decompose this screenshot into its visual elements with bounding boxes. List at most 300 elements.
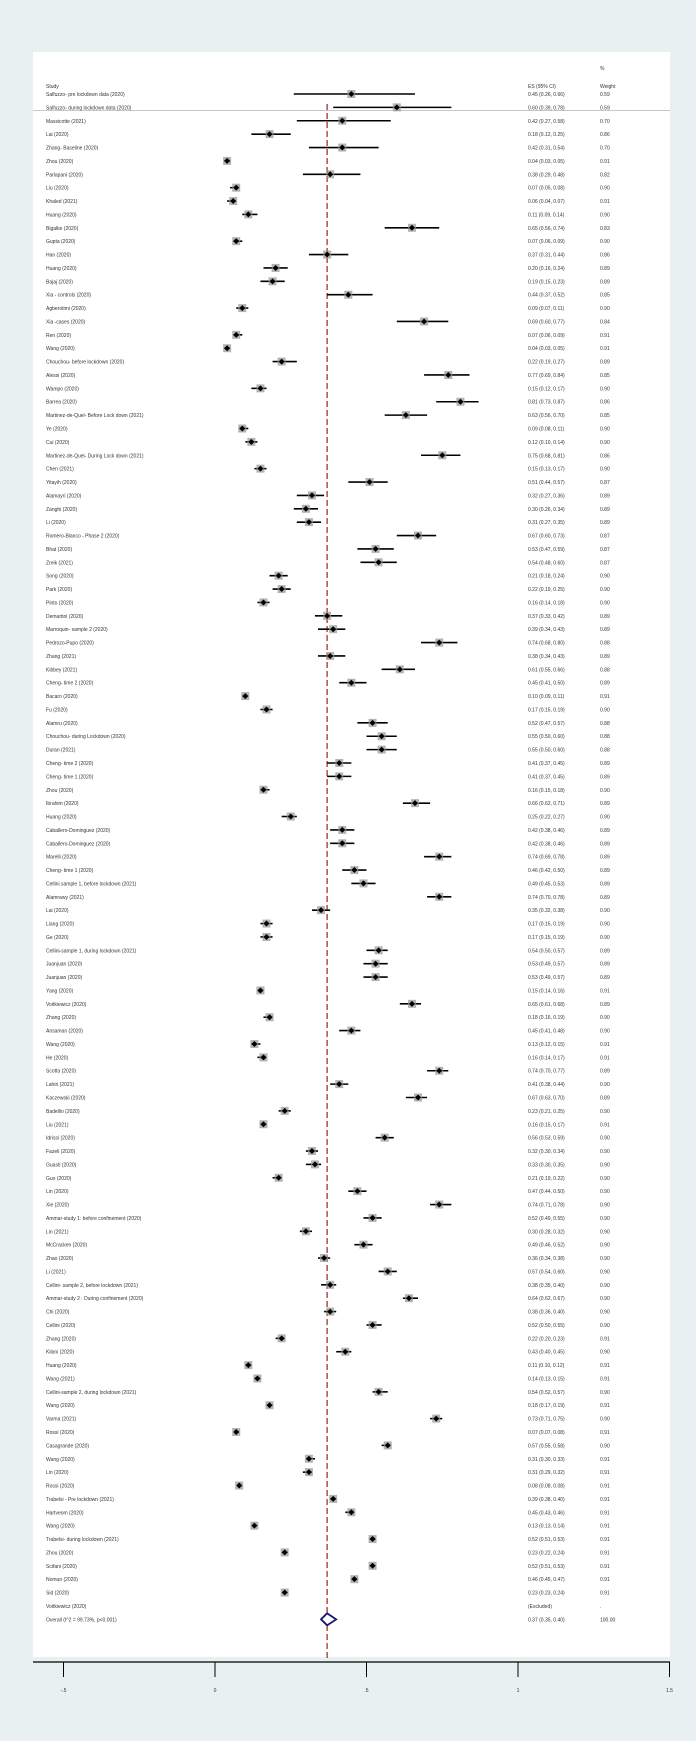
study-label: Cheng- time 2 (2020) (46, 680, 94, 687)
study-es: 0.42 (0.38, 0.46) (528, 827, 565, 834)
overall-diamond-icon (321, 1613, 336, 1625)
study-weight: 0.89 (600, 680, 610, 687)
study-es: 0.36 (0.34, 0.38) (528, 1256, 565, 1263)
study-label: Li (2021) (46, 1269, 66, 1276)
study-label: Hartveom (2020) (46, 1510, 84, 1517)
study-label: Liu (2021) (46, 1122, 69, 1129)
study-es: 0.81 (0.73, 0.87) (528, 399, 565, 406)
study-weight: 0.86 (600, 252, 610, 259)
study-weight: 0.91 (600, 1550, 610, 1557)
study-label: Song (2020) (46, 573, 74, 580)
study-label: Cellini sample 1, before lockdown (2021) (46, 881, 137, 888)
study-es: 0.23 (0.23, 0.24) (528, 1590, 565, 1597)
study-label: Li (2020) (46, 520, 66, 527)
study-weight: 0.90 (600, 1028, 610, 1035)
study-weight: 0.90 (600, 1296, 610, 1303)
study-label: Bajaj (2020) (46, 279, 73, 286)
overall-weight: 100.00 (600, 1617, 616, 1624)
study-es: 0.45 (0.41, 0.48) (528, 1028, 565, 1035)
study-label: Cellini-sample 2, during lockdown (2021) (46, 1389, 137, 1396)
study-label: Trabelsi - Pre lockdown (2021) (46, 1496, 114, 1503)
study-label: Zhang- Baseline (2020) (46, 145, 99, 152)
study-es: 0.74 (0.71, 0.78) (528, 1202, 565, 1209)
study-es: 0.04 (0.03, 0.05) (528, 158, 565, 165)
study-weight: 0.89 (600, 881, 610, 888)
study-weight: 0.91 (600, 1470, 610, 1477)
study-label: Xia -cases (2020) (46, 319, 86, 326)
study-es: 0.38 (0.29, 0.48) (528, 172, 565, 179)
study-label: Trabelsi- during lockdown (2021) (46, 1537, 119, 1544)
study-es: 0.31 (0.29, 0.32) (528, 1470, 565, 1477)
study-weight: 0.89 (600, 1001, 610, 1008)
study-label: Huang (2020) (46, 212, 77, 219)
study-weight: 0.89 (600, 841, 610, 848)
study-es: 0.45 (0.41, 0.50) (528, 680, 565, 687)
study-label: Ammar-study 2 : During confinement (2020) (46, 1296, 144, 1303)
study-weight: 0.91 (600, 158, 610, 165)
study-es: 0.20 (0.16, 0.24) (528, 265, 565, 272)
study-weight: 0.87 (600, 560, 610, 567)
study-es: 0.32 (0.30, 0.34) (528, 1149, 565, 1156)
study-es: 0.17 (0.15, 0.19) (528, 707, 565, 714)
study-weight: 0.85 (600, 372, 610, 379)
study-label: Alamrawy (2021) (46, 894, 84, 901)
study-weight: 0.86 (600, 399, 610, 406)
study-label: Salfuzzo- during lockdown data (2020) (46, 105, 132, 112)
study-es: 0.45 (0.26, 0.66) (528, 92, 565, 98)
study-es: 0.46 (0.42, 0.50) (528, 868, 565, 875)
study-label: McCracken (2020) (46, 1242, 88, 1249)
study-label: Kilani (2020) (46, 1349, 75, 1356)
study-label: Romero-Blanco - Phase 2 (2020) (46, 533, 120, 540)
study-es: 0.57 (0.55, 0.58) (528, 1443, 565, 1450)
study-label: Scifani (2020) (46, 1563, 77, 1570)
study-weight: 0.90 (600, 1215, 610, 1222)
study-label: Zreik (2021) (46, 560, 73, 567)
study-es: 0.17 (0.15, 0.19) (528, 921, 565, 928)
study-weight: 0.89 (600, 894, 610, 901)
study-label: Alamayri (2020) (46, 493, 82, 500)
study-label: Ibrahim (2020) (46, 801, 79, 808)
study-label: Zhou (2020) (46, 787, 74, 794)
study-es: 0.57 (0.54, 0.60) (528, 1269, 565, 1276)
study-weight: 0.86 (600, 132, 610, 139)
study-es: 0.55 (0.50, 0.60) (528, 747, 565, 754)
study-es: 0.74 (0.68, 0.80) (528, 640, 565, 647)
study-es: 0.30 (0.28, 0.32) (528, 1229, 565, 1236)
study-es: 0.44 (0.37, 0.52) (528, 292, 565, 299)
study-es: 0.15 (0.13, 0.17) (528, 466, 565, 473)
study-label: Bigalke (2020) (46, 225, 79, 232)
x-axis-tick-label: 1 (516, 1688, 520, 1694)
study-es: 0.66 (0.62, 0.71) (528, 801, 565, 808)
x-axis-tick-label: 1.5 (666, 1688, 673, 1694)
study-es: 0.53 (0.47, 0.59) (528, 546, 565, 553)
study-es: 0.37 (0.31, 0.44) (528, 252, 565, 259)
study-label: Cui (2020) (46, 439, 70, 446)
study-es: 0.19 (0.15, 0.23) (528, 279, 565, 286)
x-axis-tick-label: -.5 (60, 1688, 67, 1694)
study-weight: 0.89 (600, 493, 610, 500)
study-es: 0.12 (0.10, 0.14) (528, 439, 565, 446)
study-weight: 0.83 (600, 225, 610, 232)
study-weight: 0.91 (600, 199, 610, 206)
study-weight: 0.90 (600, 1082, 610, 1089)
study-es: 0.31 (0.27, 0.35) (528, 520, 565, 527)
study-weight: 0.89 (600, 868, 610, 875)
study-label: Chouchou- before lockdown (2020) (46, 359, 125, 366)
study-label: Cellini-sample 1, during lockdown (2021) (46, 948, 137, 955)
study-es: 0.65 (0.61, 0.68) (528, 1001, 565, 1008)
study-es: 0.07 (0.06, 0.09) (528, 332, 565, 339)
study-label: Sid (2020) (46, 1590, 70, 1597)
study-es: 0.14 (0.13, 0.15) (528, 1376, 565, 1383)
study-label: Gupta (2020) (46, 239, 76, 246)
study-weight: 0.91 (600, 1336, 610, 1343)
study-label: Huang (2020) (46, 265, 77, 272)
study-es: 0.07 (0.07, 0.08) (528, 1430, 565, 1436)
study-weight: 0.90 (600, 1282, 610, 1289)
study-es: 0.16 (0.15, 0.17) (528, 1122, 565, 1129)
study-weight: 0.87 (600, 480, 610, 487)
study-weight: 0.91 (600, 1483, 610, 1490)
study-weight: 0.91 (600, 1122, 610, 1129)
study-weight: . (600, 1603, 602, 1610)
study-weight: 0.90 (600, 1108, 610, 1115)
study-label: Nomun (2020) (46, 1577, 78, 1584)
study-weight: 0.89 (600, 774, 610, 781)
study-label: Huang (2020) (46, 1363, 77, 1370)
study-label: Bhat (2020) (46, 546, 73, 553)
study-label: Kibbey (2021) (46, 667, 78, 674)
study-weight: 0.89 (600, 653, 610, 660)
study-label: Pedrozo-Pupo (2020) (46, 640, 94, 647)
x-axis-tick-label: .5 (364, 1688, 369, 1694)
study-es: 0.47 (0.44, 0.50) (528, 1189, 565, 1196)
study-weight: 0.89 (600, 520, 610, 527)
study-weight: 0.90 (600, 1269, 610, 1276)
study-label: Wang (2020) (46, 1041, 75, 1048)
study-es: 0.10 (0.09, 0.11) (528, 694, 565, 701)
study-label: Zhang (2020) (46, 1336, 77, 1343)
study-label: Guo (2020) (46, 1175, 72, 1182)
study-weight: 0.89 (600, 506, 610, 513)
study-label: Fazeli (2020) (46, 1149, 76, 1156)
study-weight: 0.89 (600, 975, 610, 982)
study-label: Xie (2020) (46, 1202, 70, 1209)
study-es: 0.25 (0.22, 0.27) (528, 814, 565, 821)
study-label: Khaled (2021) (46, 199, 78, 206)
study-es: 0.31 (0.30, 0.33) (528, 1456, 565, 1463)
study-es: 0.30 (0.26, 0.34) (528, 506, 565, 513)
study-label: Voitkiewicz (2020) (46, 1001, 87, 1008)
study-weight: 0.90 (600, 600, 610, 607)
study-weight: 0.91 (600, 1041, 610, 1048)
study-weight: 0.85 (600, 413, 610, 420)
study-es: 0.18 (0.16, 0.19) (528, 1015, 565, 1022)
study-weight: 0.90 (600, 1175, 610, 1182)
study-es: 0.39 (0.34, 0.43) (528, 627, 565, 634)
study-es: 0.13 (0.12, 0.15) (528, 1041, 565, 1048)
study-label: Cheng- time 2 (2020) (46, 761, 94, 767)
study-es: 0.74 (0.69, 0.78) (528, 854, 565, 861)
study-weight: 0.59 (600, 105, 610, 112)
study-weight: 0.88 (600, 667, 610, 674)
study-label: Liang (2020) (46, 921, 75, 928)
study-weight: 0.91 (600, 1456, 610, 1463)
study-es: 0.52 (0.51, 0.53) (528, 1563, 565, 1570)
study-weight: 0.90 (600, 1229, 610, 1236)
study-label: Wang (2020) (46, 1523, 75, 1530)
study-es: 0.42 (0.38, 0.46) (528, 841, 565, 848)
study-label: Ren (2020) (46, 332, 72, 339)
study-es: 0.16 (0.14, 0.18) (528, 600, 565, 607)
study-label: Chi (2020) (46, 1309, 70, 1316)
study-weight: 0.89 (600, 761, 610, 767)
study-label: Idrissi (2020) (46, 1135, 75, 1142)
study-label: Zanghi (2020) (46, 506, 78, 513)
study-es: 0.13 (0.13, 0.14) (528, 1523, 565, 1530)
study-es: 0.22 (0.20, 0.23) (528, 1336, 565, 1343)
study-label: Duran (2021) (46, 747, 76, 754)
study-es: (Excluded) (528, 1603, 552, 1610)
study-weight: 0.90 (600, 1322, 610, 1329)
study-es: 0.60 (0.39, 0.78) (528, 105, 565, 112)
study-label: Wang (2020) (46, 346, 75, 353)
study-weight: 0.90 (600, 573, 610, 580)
study-label: Zhou (2020) (46, 1550, 74, 1557)
study-label: Demartini (2020) (46, 613, 84, 620)
study-label: Park (2020) (46, 587, 73, 594)
study-es: 0.08 (0.08, 0.08) (528, 1483, 565, 1490)
study-es: 0.74 (0.70, 0.77) (528, 1068, 565, 1075)
study-weight: 0.90 (600, 426, 610, 433)
study-label: Wang (2021) (46, 1376, 75, 1383)
study-es: 0.52 (0.51, 0.53) (528, 1537, 565, 1544)
study-weight: 0.90 (600, 814, 610, 821)
study-weight: 0.90 (600, 934, 610, 941)
study-weight: 0.90 (600, 587, 610, 594)
study-weight: 0.91 (600, 1055, 610, 1062)
study-label: Wang (2020) (46, 1456, 75, 1463)
study-weight: 0.90 (600, 707, 610, 714)
study-es: 0.49 (0.45, 0.53) (528, 881, 565, 888)
study-es: 0.07 (0.05, 0.08) (528, 185, 565, 192)
study-label: Zhao (2020) (46, 1256, 74, 1263)
study-label: Wampo (2020) (46, 386, 79, 393)
study-weight: 0.84 (600, 319, 610, 326)
study-weight: 0.90 (600, 1202, 610, 1209)
study-es: 0.54 (0.48, 0.60) (528, 560, 565, 567)
study-es: 0.06 (0.04, 0.07) (528, 199, 565, 206)
study-weight: 0.88 (600, 747, 610, 754)
study-es: 0.17 (0.15, 0.19) (528, 934, 565, 941)
study-es: 0.56 (0.53, 0.59) (528, 1135, 565, 1142)
study-es: 0.42 (0.31, 0.54) (528, 145, 565, 152)
study-weight: 0.90 (600, 1162, 610, 1169)
study-es: 0.38 (0.35, 0.40) (528, 1282, 565, 1289)
study-label: Liu (2020) (46, 185, 69, 192)
study-weight: 0.89 (600, 801, 610, 808)
study-es: 0.37 (0.33, 0.42) (528, 613, 565, 620)
study-weight: 0.89 (600, 1095, 610, 1102)
study-weight: 0.90 (600, 185, 610, 192)
study-es: 0.46 (0.45, 0.47) (528, 1577, 565, 1584)
study-es: 0.11 (0.09, 0.14) (528, 212, 565, 219)
study-label: Cellini- sample 2, before lockdown (2021) (46, 1282, 138, 1289)
study-weight: 0.91 (600, 332, 610, 339)
study-weight: 0.86 (600, 453, 610, 460)
study-weight: 0.89 (600, 627, 610, 634)
study-es: 0.16 (0.15, 0.18) (528, 787, 565, 794)
study-weight: 0.89 (600, 613, 610, 620)
study-es: 0.45 (0.43, 0.46) (528, 1510, 565, 1517)
overall-label: Overall (I^2 = 99.73%, p<0.001) (46, 1617, 117, 1624)
study-label: Bacaro (2020) (46, 694, 78, 701)
study-label: Ansaman (2020) (46, 1028, 83, 1035)
study-es: 0.09 (0.08, 0.11) (528, 426, 565, 433)
study-es: 0.53 (0.49, 0.57) (528, 975, 565, 982)
study-es: 0.43 (0.40, 0.45) (528, 1349, 565, 1356)
study-weight: 0.90 (600, 921, 610, 928)
study-label: Lahiri (2021) (46, 1082, 75, 1089)
study-weight: 0.70 (600, 145, 610, 152)
study-es: 0.21 (0.18, 0.24) (528, 573, 565, 580)
study-label: Wang (2020) (46, 1403, 75, 1410)
study-weight: 0.89 (600, 279, 610, 286)
study-label: Lin (2021) (46, 1229, 69, 1236)
study-label: Cheng- time 1 (2020) (46, 868, 94, 875)
study-weight: 0.90 (600, 1389, 610, 1396)
study-weight: 0.89 (600, 948, 610, 955)
study-es: 0.11 (0.10, 0.12) (528, 1363, 565, 1370)
overall-es: 0.37 (0.35, 0.40) (528, 1617, 565, 1624)
study-es: 0.21 (0.19, 0.22) (528, 1175, 565, 1182)
study-es: 0.22 (0.19, 0.27) (528, 359, 565, 366)
study-es: 0.69 (0.60, 0.77) (528, 319, 565, 326)
study-label: Lin (2020) (46, 1470, 69, 1477)
study-label: Fu (2020) (46, 707, 68, 714)
study-label: Yang (2020) (46, 988, 74, 995)
study-weight: 0.88 (600, 720, 610, 727)
study-label: Cheng- time 1 (2020) (46, 774, 94, 781)
study-es: 0.75 (0.68, 0.81) (528, 453, 565, 460)
study-label: Caballero-Dominguez (2020) (46, 827, 111, 834)
study-weight: 0.91 (600, 1496, 610, 1503)
study-label: Barrea (2020) (46, 399, 77, 406)
study-es: 0.23 (0.22, 0.24) (528, 1550, 565, 1557)
study-es: 0.38 (0.36, 0.40) (528, 1309, 565, 1316)
study-es: 0.55 (0.50, 0.60) (528, 734, 565, 741)
study-label: Ge (2020) (46, 934, 69, 941)
study-weight: 0.90 (600, 1443, 610, 1450)
study-es: 0.32 (0.27, 0.36) (528, 493, 565, 500)
study-weight: 0.90 (600, 212, 610, 219)
study-es: 0.33 (0.30, 0.35) (528, 1162, 565, 1169)
study-es: 0.04 (0.03, 0.05) (528, 346, 565, 353)
study-label: Rossi (2020) (46, 1430, 75, 1436)
study-weight: 0.91 (600, 1510, 610, 1517)
study-label: Xia - controls (2020) (46, 292, 92, 299)
study-weight: 0.91 (600, 988, 610, 995)
study-weight: 0.89 (600, 854, 610, 861)
study-es: 0.41 (0.37, 0.45) (528, 774, 565, 781)
study-weight: 0.59 (600, 92, 610, 98)
study-es: 0.16 (0.14, 0.17) (528, 1055, 565, 1062)
study-es: 0.54 (0.50, 0.57) (528, 948, 565, 955)
study-es: 0.77 (0.69, 0.84) (528, 372, 565, 379)
study-label: Yitayih (2020) (46, 480, 77, 487)
study-es: 0.15 (0.12, 0.17) (528, 386, 565, 393)
study-label: Zhang (2021) (46, 653, 77, 660)
study-weight: 0.90 (600, 908, 610, 915)
study-es: 0.64 (0.62, 0.67) (528, 1296, 565, 1303)
study-weight: 0.82 (600, 172, 610, 179)
study-weight: 0.90 (600, 386, 610, 393)
study-es: 0.52 (0.47, 0.57) (528, 720, 565, 727)
study-weight: 0.90 (600, 439, 610, 446)
study-weight: 0.87 (600, 533, 610, 540)
study-weight: 0.91 (600, 1363, 610, 1370)
study-label: Lin (2020) (46, 1189, 69, 1196)
study-weight: 0.88 (600, 640, 610, 647)
study-label: Rossi (2020) (46, 1483, 75, 1490)
study-label: Martinez-de-Quel- Before Lock down (2021) (46, 413, 144, 420)
study-es: 0.67 (0.63, 0.70) (528, 1095, 565, 1102)
study-weight: 0.91 (600, 1430, 610, 1436)
study-label: Alessi (2020) (46, 372, 76, 379)
study-label: Agberotimi (2020) (46, 306, 86, 313)
study-weight: 0.90 (600, 1015, 610, 1022)
study-es: 0.35 (0.32, 0.38) (528, 908, 565, 915)
study-es: 0.65 (0.56, 0.74) (528, 225, 565, 232)
study-es: 0.41 (0.38, 0.44) (528, 1082, 565, 1089)
study-weight: 0.90 (600, 1135, 610, 1142)
study-label: Huang (2020) (46, 814, 77, 821)
study-weight: 0.87 (600, 546, 610, 553)
study-weight: 0.70 (600, 118, 610, 125)
study-label: Lai (2020) (46, 908, 69, 915)
study-weight: 0.88 (600, 734, 610, 741)
study-weight: 0.90 (600, 1309, 610, 1316)
study-weight: 0.91 (600, 1376, 610, 1383)
study-weight: 0.90 (600, 1149, 610, 1156)
study-es: 0.52 (0.50, 0.55) (528, 1322, 565, 1329)
study-label: Martinez-de-Quel- During Lock down (2021) (46, 453, 144, 460)
study-label: He (2020) (46, 1055, 69, 1062)
study-label: Massicotte (2021) (46, 118, 86, 125)
study-es: 0.07 (0.06, 0.09) (528, 239, 565, 246)
study-weight: 0.91 (600, 1403, 610, 1410)
study-label: Kaczewski (2020) (46, 1095, 86, 1102)
study-weight: 0.85 (600, 292, 610, 299)
study-label: Pinto (2020) (46, 600, 74, 607)
study-weight: 0.91 (600, 694, 610, 701)
study-weight: 0.90 (600, 1349, 610, 1356)
study-label: Ye (2020) (46, 426, 68, 433)
study-es: 0.63 (0.56, 0.70) (528, 413, 565, 420)
study-label: Varma (2021) (46, 1416, 77, 1423)
study-es: 0.39 (0.38, 0.40) (528, 1496, 565, 1503)
study-label: Salfuzzo- pre lockdown data (2020) (46, 92, 125, 98)
study-weight: 0.90 (600, 466, 610, 473)
study-weight: 0.91 (600, 1523, 610, 1530)
study-label: Lai (2020) (46, 132, 69, 139)
header-weight-pct: % (600, 66, 605, 72)
study-es: 0.54 (0.52, 0.57) (528, 1389, 565, 1396)
study-weight: 0.91 (600, 346, 610, 353)
study-weight: 0.91 (600, 1537, 610, 1544)
